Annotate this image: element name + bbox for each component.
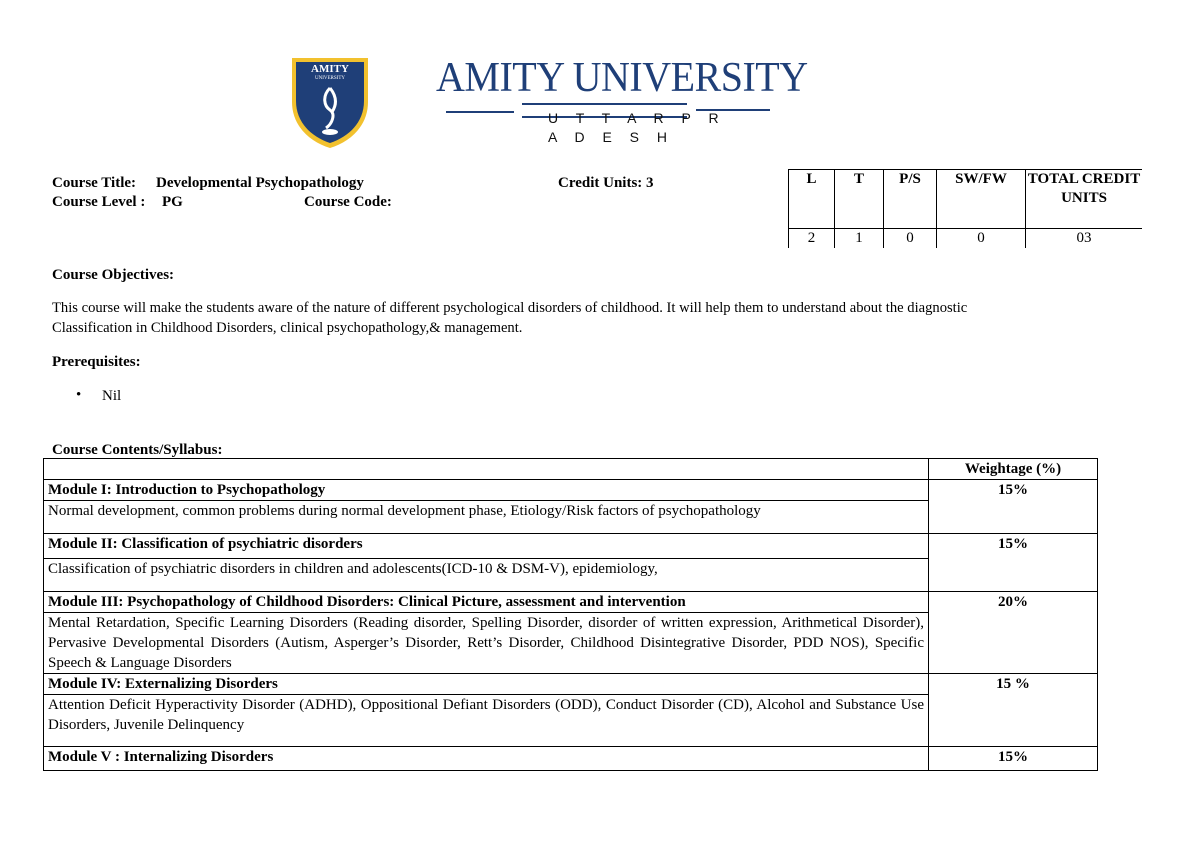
- module-title: Module I: Introduction to Psychopathology: [44, 480, 928, 501]
- module-weight: 15%: [929, 747, 1098, 771]
- module-cell: [44, 747, 929, 771]
- credit-header: L: [789, 170, 835, 229]
- module-description: Attention Deficit Hyperactivity Disorder (ADHD), Oppositional Defiant Disorders (ODD), Conduct Disorder (CD), Alcohol and Substance Use Disorders, Juvenile Delinquency: [48, 697, 924, 733]
- course-code-label: Course Code:: [304, 194, 392, 210]
- module-description: Classification of psychiatric disorders in children and adolescents(ICD-10 & DSM-V), epidemiology,: [48, 561, 658, 577]
- module-cell: [44, 592, 929, 674]
- weightage-header: Weightage (%): [929, 459, 1098, 480]
- university-name: AMITY UNIVERSITY: [436, 53, 808, 101]
- logo-text-top: AMITY: [311, 63, 349, 75]
- module-weight: 15 %: [929, 674, 1098, 747]
- module-cell: [44, 674, 929, 747]
- credit-header: TOTAL CREDIT UNITS: [1026, 170, 1143, 229]
- amity-logo: [288, 54, 372, 150]
- module-title: Module II: Classification of psychiatric disorders: [44, 534, 928, 559]
- divider-line: [446, 111, 514, 113]
- syllabus-heading: Course Contents/Syllabus:: [52, 442, 223, 458]
- logo-text-bottom: UNIVERSITY: [315, 76, 345, 81]
- module-title: Module III: Psychopathology of Childhood Disorders: Clinical Picture, assessment and intervention: [44, 592, 928, 613]
- header-blank-cell: [44, 459, 929, 480]
- bullet-icon: •: [76, 387, 82, 403]
- credits-table: [788, 169, 1142, 248]
- credit-value: 2: [789, 229, 835, 249]
- module-weight: 15%: [929, 534, 1098, 592]
- credit-header: T: [835, 170, 884, 229]
- prerequisite-item: Nil: [102, 388, 122, 404]
- module-weight: 15%: [929, 480, 1098, 534]
- module-title: Module IV: Externalizing Disorders: [44, 674, 928, 695]
- credit-header: SW/FW: [937, 170, 1026, 229]
- syllabus-table: [43, 458, 1098, 771]
- credit-header: P/S: [884, 170, 937, 229]
- module-description: Mental Retardation, Specific Learning Disorders (Reading disorder, Spelling Disorder, disorder of written expression, Arithmetical Disorder), Pervasive Developmental Disorders (Autism, Asperger’s Disorder, Rett’s Disorder, Childhood Disintegrative Disorder, PDD NOS), Specific Speech & Language Disorders: [48, 615, 924, 671]
- course-level-value: PG: [162, 194, 183, 210]
- objectives-line-2: Classification in Childhood Disorders, clinical psychopathology,& management.: [52, 320, 523, 336]
- module-title: Module V : Internalizing Disorders: [48, 749, 274, 765]
- course-title-label: Course Title:: [52, 175, 137, 191]
- credit-value: 1: [835, 229, 884, 249]
- module-description: Normal development, common problems during normal development phase, Etiology/Risk factors of psychopathology: [48, 503, 761, 519]
- credit-units: Credit Units: 3: [558, 175, 654, 191]
- module-weight: 20%: [929, 592, 1098, 674]
- course-level-label: Course Level :: [52, 194, 146, 210]
- campus-line-1: U T T A R P R: [548, 110, 726, 126]
- module-cell: [44, 534, 929, 592]
- divider-line: [522, 103, 687, 105]
- objectives-heading: Course Objectives:: [52, 267, 175, 283]
- prerequisites-heading: Prerequisites:: [52, 354, 141, 370]
- objectives-line-1: This course will make the students aware of the nature of different psychological disorders of childhood. It will help them to understand about the diagnostic: [52, 300, 968, 316]
- course-title-value: Developmental Psychopathology: [156, 175, 364, 191]
- module-cell: [44, 480, 929, 534]
- campus-line-2: A D E S H: [548, 129, 675, 145]
- credit-value: 0: [937, 229, 1026, 249]
- credit-value: 0: [884, 229, 937, 249]
- credit-value: 03: [1026, 229, 1143, 249]
